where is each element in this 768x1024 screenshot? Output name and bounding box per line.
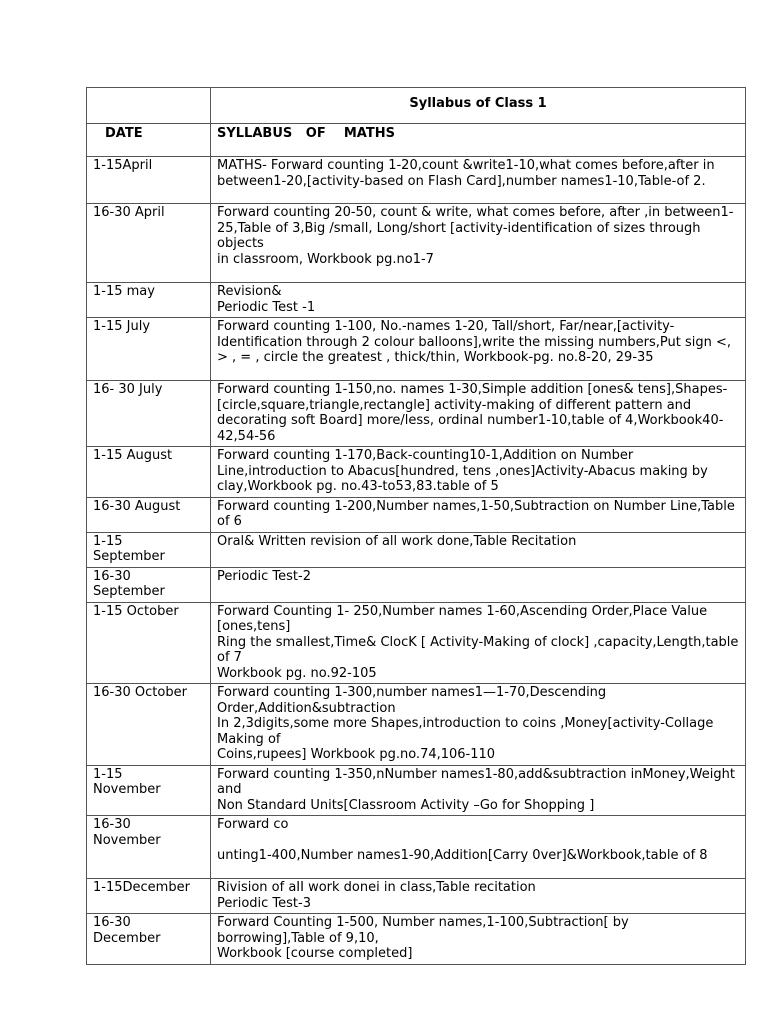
row-syllabus-text: Revision& Periodic Test -1	[211, 283, 746, 318]
syllabus-table-body	[87, 88, 746, 965]
table-row	[87, 914, 746, 965]
row-date: 1-15 July	[87, 318, 211, 381]
row-syllabus-text: Forward counting 1-200,Number names,1-50,Subtraction on Number Line,Table of 6	[211, 497, 746, 532]
title-row	[87, 88, 746, 124]
table-row	[87, 283, 746, 318]
row-date: 16-30 November	[87, 816, 211, 879]
row-date: 16-30 September	[87, 567, 211, 602]
table-row	[87, 532, 746, 567]
row-date: 16- 30 July	[87, 381, 211, 447]
row-syllabus-text: Forward counting 1-100, No.-names 1-20, Tall/short, Far/near,[activity-Identification through 2 colour balloons],write the missing numbers,Put sign <, > , = , circle the greatest , thick/thin, Workbook-pg. no.8-20, 29-35	[211, 318, 746, 381]
row-syllabus-text: Rivision of aII work donei in class,Table recitation Periodic Test-3	[211, 879, 746, 914]
row-date: 1-15 November	[87, 765, 211, 816]
row-syllabus-text: Oral& Written revision of all work done,Table Recitation	[211, 532, 746, 567]
row-syllabus-text: Forward counting 1-350,nNumber names1-80,add&subtraction inMoney,Weight and Non Standard Units[Classroom Activity –Go for Shopping ]	[211, 765, 746, 816]
header-row	[87, 124, 746, 157]
table-row	[87, 567, 746, 602]
table-row	[87, 447, 746, 498]
header-date: DATE	[87, 124, 211, 157]
table-row	[87, 497, 746, 532]
row-date: 1-15 August	[87, 447, 211, 498]
row-syllabus-text: Forward counting 1-300,number names1—1-70,Descending Order,Addition&subtraction In 2,3digits,some more Shapes,introduction to coins ,Money[activity-Collage Making of Coins,rupees] Workbook pg.no.74,106-110	[211, 684, 746, 766]
row-date: 16-30 August	[87, 497, 211, 532]
header-syllabus: SYLLABUS OF MATHS	[211, 124, 746, 157]
row-syllabus-text: Forward counting 1-170,Back-counting10-1,Addition on Number Line,introduction to Abacus[hundred, tens ,ones]Activity-Abacus making by clay,Workbook pg. no.43-to53,83.table of 5	[211, 447, 746, 498]
page-title: Syllabus of Class 1	[211, 88, 746, 124]
title-empty-cell	[87, 88, 211, 124]
row-date: 16-30 December	[87, 914, 211, 965]
row-date: 16-30 October	[87, 684, 211, 766]
table-row	[87, 318, 746, 381]
row-syllabus-text: Periodic Test-2	[211, 567, 746, 602]
row-date: 1-15December	[87, 879, 211, 914]
row-syllabus-text: MATHS- Forward counting 1-20,count &write1-10,what comes before,after in between1-20,[activity-based on Flash Card],number names1-10,Table-of 2.	[211, 157, 746, 204]
table-row	[87, 204, 746, 283]
row-syllabus-text: Forward co unting1-400,Number names1-90,Addition[Carry 0ver]&Workbook,table of 8	[211, 816, 746, 879]
row-date: 16-30 April	[87, 204, 211, 283]
row-syllabus-text: Forward Counting 1-500, Number names,1-100,Subtraction[ by borrowing],Table of 9,10, Workbook [course completed]	[211, 914, 746, 965]
table-row	[87, 602, 746, 684]
table-row	[87, 765, 746, 816]
table-row	[87, 879, 746, 914]
row-syllabus-text: Forward Counting 1- 250,Number names 1-60,Ascending Order,Place Value [ones,tens] Ring the smallest,Time& ClocK [ Activity-Making of clock] ,capacity,Length,table of 7 Workbook pg. no.92-105	[211, 602, 746, 684]
row-date: 1-15 October	[87, 602, 211, 684]
syllabus-table	[86, 87, 746, 965]
table-row	[87, 684, 746, 766]
row-syllabus-text: Forward counting 20-50, count & write, what comes before, after ,in between1- 25,Table of 3,Big /small, Long/short [activity-identification of sizes through objects in classroom, Workbook pg.no1-7	[211, 204, 746, 283]
row-syllabus-text: Forward counting 1-150,no. names 1-30,Simple addition [ones& tens],Shapes-[circle,square,triangle,rectangle] activity-making of different pattern and decorating soft Board] more/less, ordinal number1-10,table of 4,Workbook40-42,54-56	[211, 381, 746, 447]
table-row	[87, 381, 746, 447]
row-date: 1-15 September	[87, 532, 211, 567]
row-date: 1-15April	[87, 157, 211, 204]
row-date: 1-15 may	[87, 283, 211, 318]
table-row	[87, 157, 746, 204]
table-row	[87, 816, 746, 879]
